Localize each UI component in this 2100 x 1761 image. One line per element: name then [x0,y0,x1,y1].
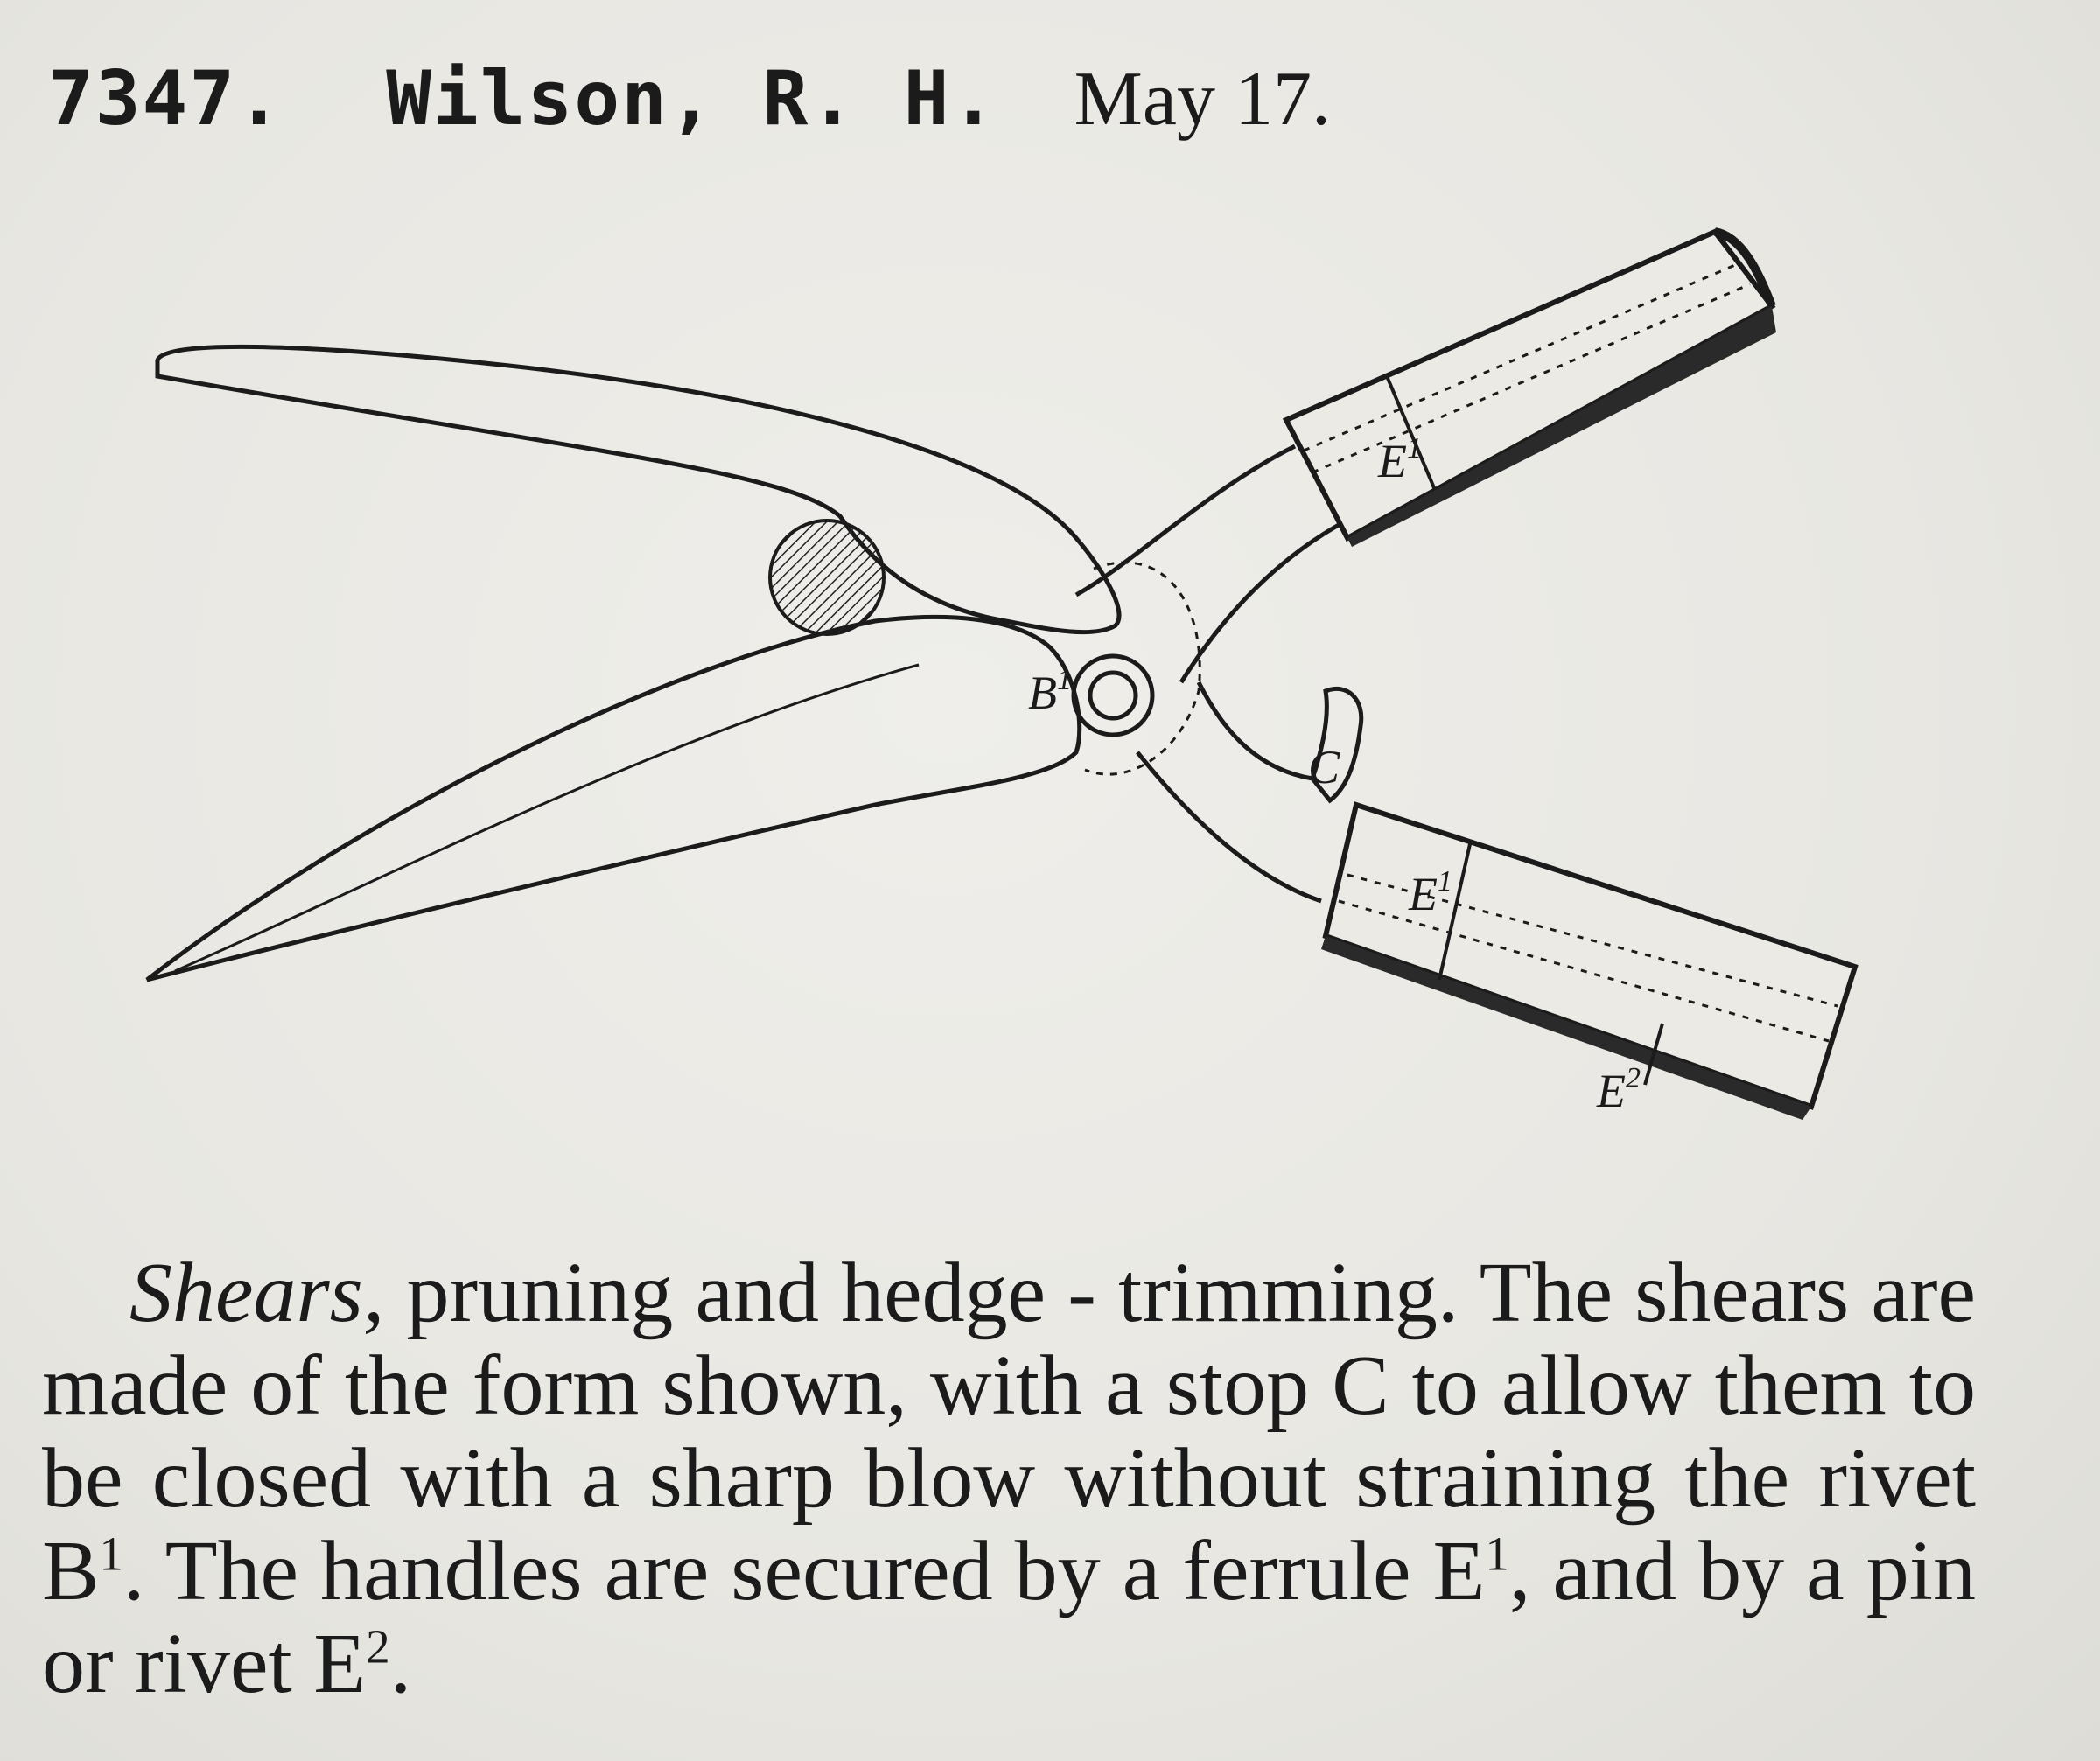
label-e2: $E^2$ [1597,1062,1641,1117]
caption-text-4: . [389,1617,412,1711]
label-c: C [1308,741,1340,793]
caption-lead: Shears, [130,1246,385,1340]
upper-blade [158,346,1119,632]
label-b1: $B^1$ [1028,664,1072,719]
patent-number: 7347. [48,55,284,143]
rivet-b1 [1074,656,1152,735]
patent-date: May 17. [1074,57,1331,142]
patent-holder-name: Wilson, R. H. [386,55,998,143]
description-paragraph [42,1247,1976,1710]
caption-text-2: . The handles are secured by a ferrule E [122,1524,1486,1618]
upper-handle [1286,232,1776,547]
caption-sup-1: 1 [99,1527,123,1581]
label-e1-lower: $E^1$ [1409,865,1452,920]
caption-sup-3: 2 [366,1619,390,1674]
caption-text-1: pruning and hedge - trimming. The shears are made of the form shown, with a stop C to allow them to be closed with a sharp blow without straining the rivet B [42,1246,1976,1618]
label-e1-upper: $E^1$ [1378,432,1422,487]
caption-text-3: , and by a pin or rivet E [42,1524,1976,1711]
lower-blade [147,617,1080,980]
twig-cross-section [770,521,884,634]
caption-sup-2: 1 [1485,1527,1509,1581]
lower-handle [1321,805,1855,1120]
